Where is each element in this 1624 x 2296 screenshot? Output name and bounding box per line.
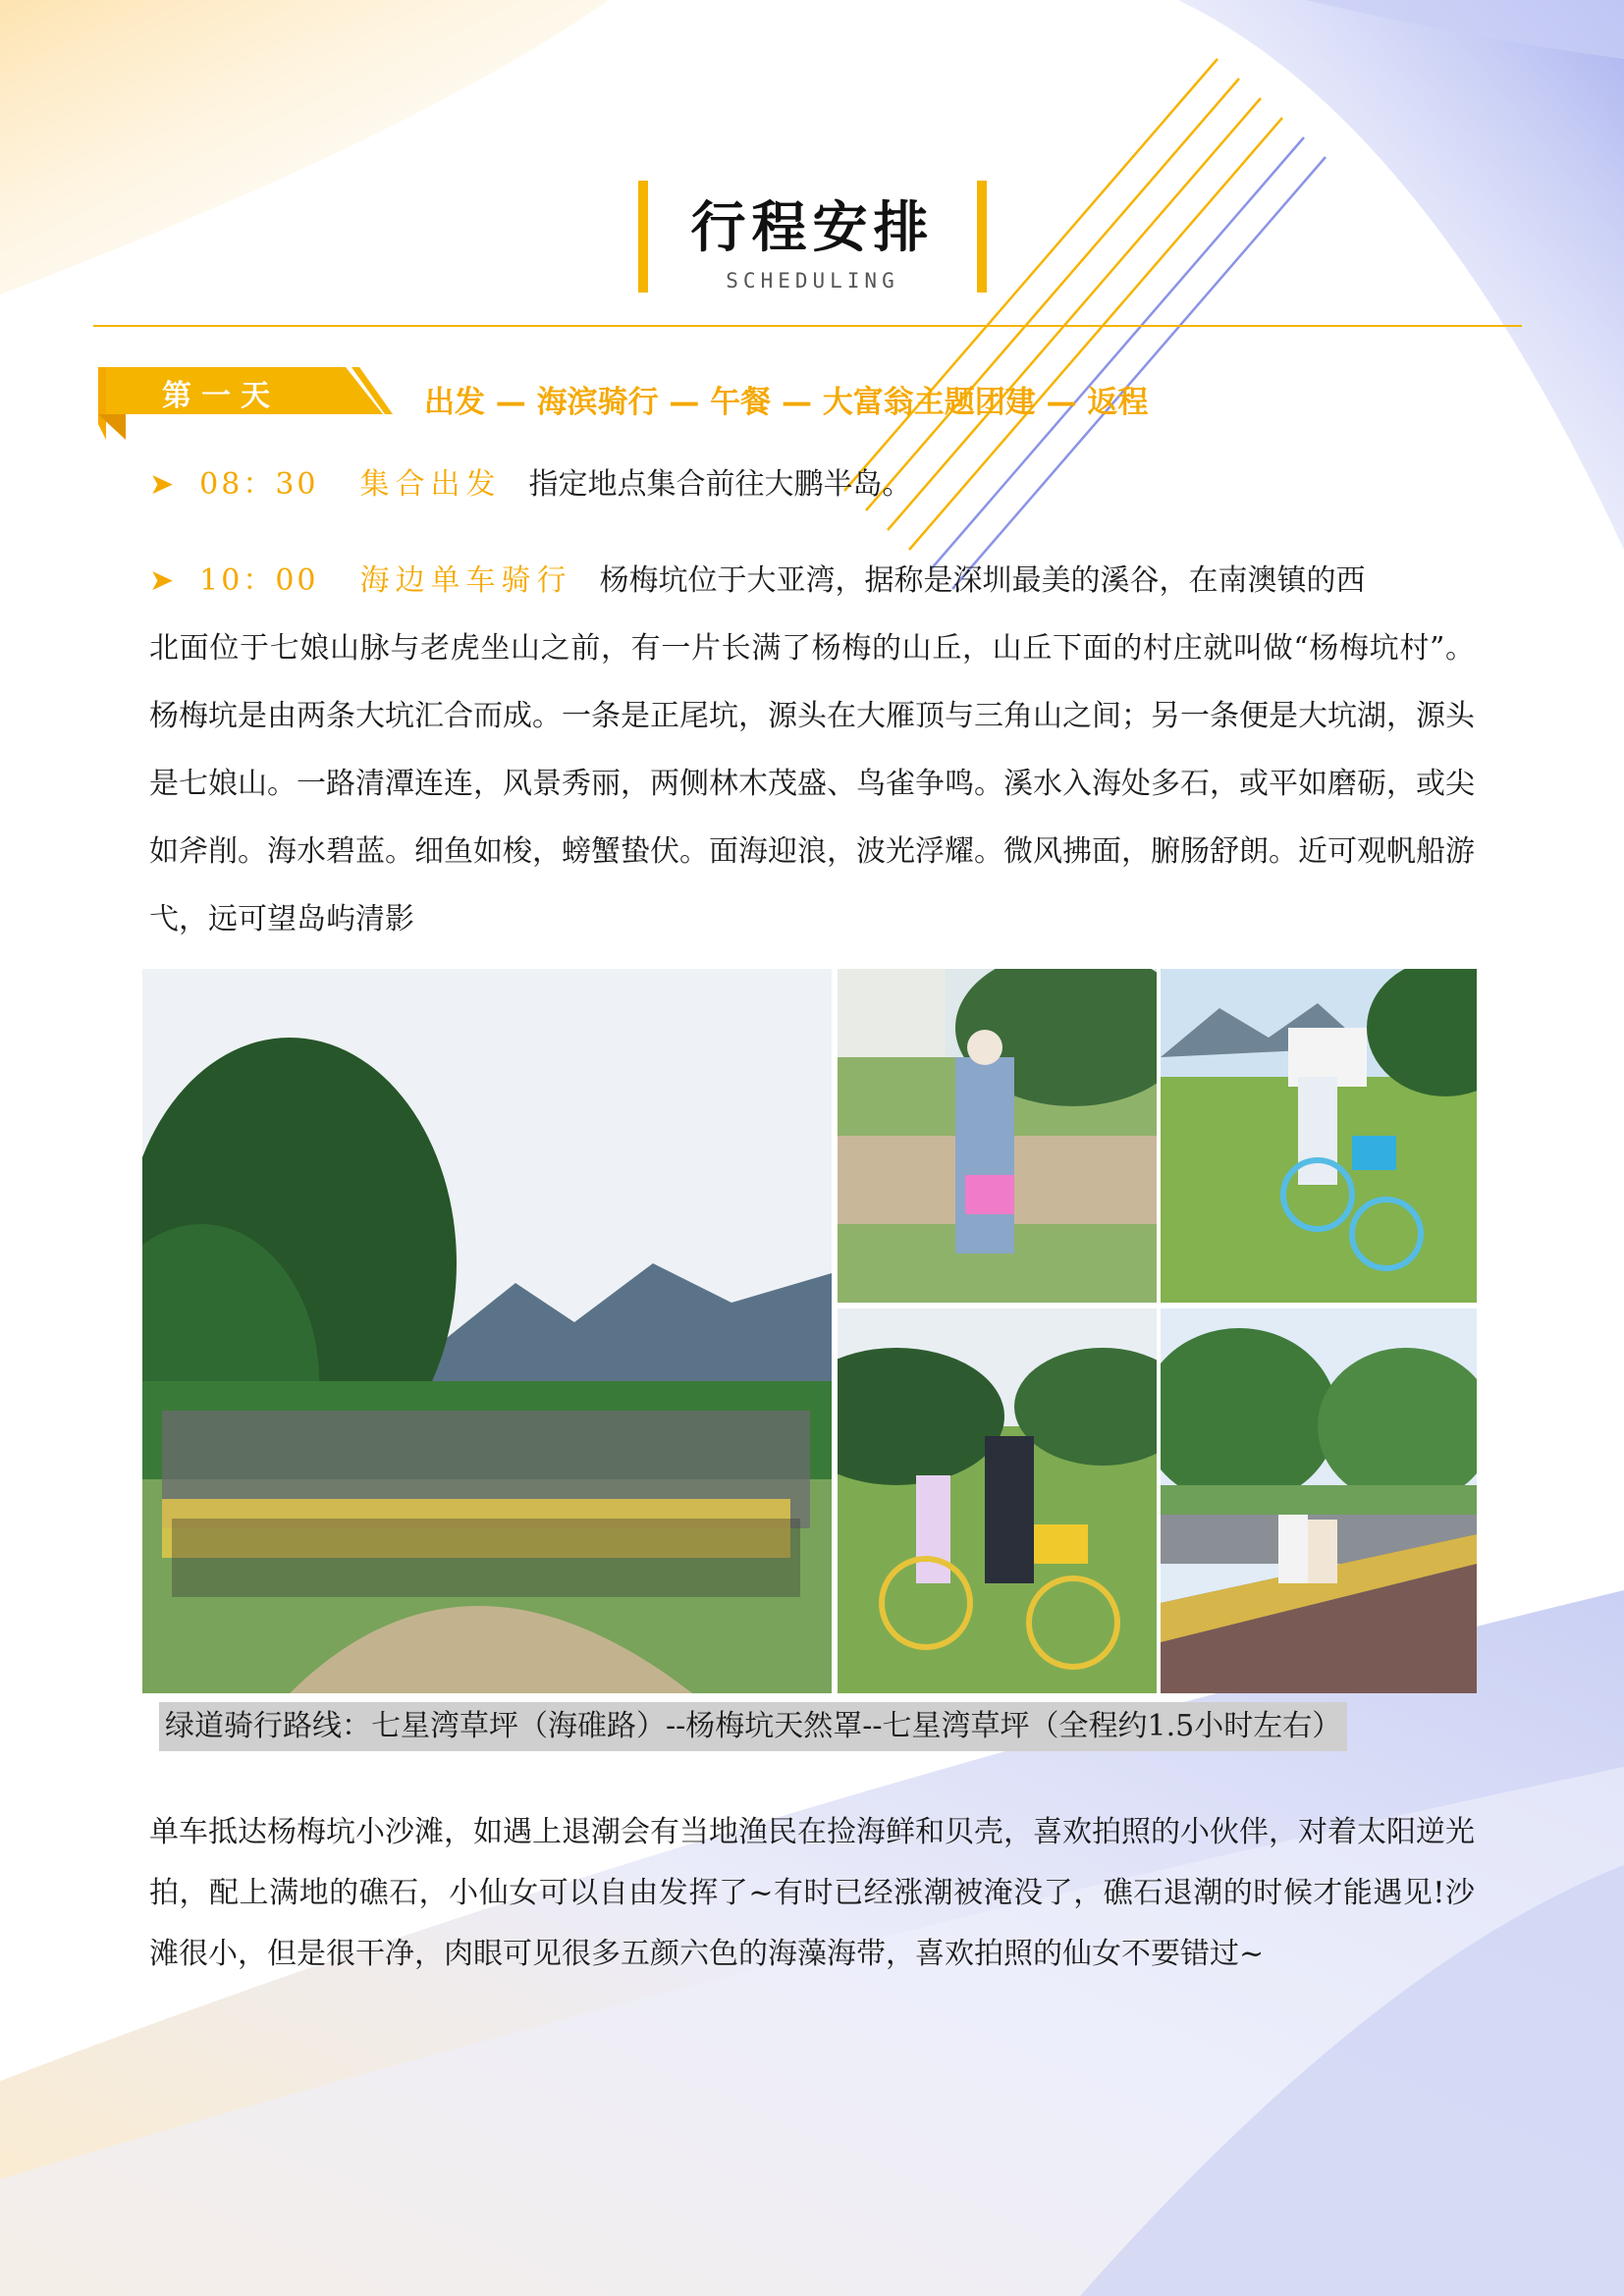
page-subtitle: SCHEDULING xyxy=(726,269,899,293)
route-caption: 绿道骑行路线：七星湾草坪（海碓路）--杨梅坑天然罩--七星湾草坪（全程约1.5小时左右） xyxy=(159,1702,1347,1751)
entry-label: 集合出发 xyxy=(359,467,502,502)
photo-group-cycling xyxy=(142,969,832,1693)
schedule-entry-1 xyxy=(149,459,912,503)
photo-tandem-greenway xyxy=(1161,1308,1477,1693)
entry-time: 10：00 xyxy=(199,563,319,598)
page-title: 行程安排 xyxy=(690,196,935,260)
day-label: 第一天 xyxy=(162,379,280,413)
day-route: 出发 — 海滨骑行 — 午餐 — 大富翁主题团建 — 返程 xyxy=(424,385,1149,420)
arrow-icon: ➤ xyxy=(149,563,175,598)
arrow-icon: ➤ xyxy=(149,467,175,502)
header-divider xyxy=(93,325,1522,327)
schedule-entry-2 xyxy=(149,556,1366,599)
entry-time: 08：30 xyxy=(199,467,319,502)
entry-2-paragraph: 北面位于七娘山脉与老虎坐山之前，有一片长满了杨梅的山丘，山丘下面的村庄就叫做“杨梅坑村”。杨梅坑是由两条大坑汇合而成。一条是正尾坑，源头在大雁顶与三角山之间；另一条便是大坑湖，源头是七娘山。一路清潭连连，风景秀丽，两侧林木茂盛、鸟雀争鸣。溪水入海处多石，或平如磨砺，或尖如斧削。海水碧蓝。细鱼如梭，螃蟹蛰伏。面海迎浪，波光浮耀。微风拂面，腑肠舒朗。近可观帆船游弋，远可望岛屿清影 xyxy=(149,631,1475,936)
entry-description: 杨梅坑位于大亚湾，据称是深圳最美的溪谷，在南澳镇的西 xyxy=(599,563,1366,598)
photo-man-blue-bike xyxy=(1161,969,1477,1303)
beach-paragraph: 单车抵达杨梅坑小沙滩，如遇上退潮会有当地渔民在捡海鲜和贝壳，喜欢拍照的小伙伴，对着太阳逆光拍，配上满地的礁石，小仙女可以自由发挥了~有时已经涨潮被淹没了，礁石退潮的时候才能遇见!沙滩很小，但是很干净，肉眼可见很多五颜六色的海藻海带，喜欢拍照的仙女不要错过~ xyxy=(149,1815,1475,1971)
entry-label: 海边单车骑行 xyxy=(359,563,572,598)
photo-father-child-bike xyxy=(838,1308,1157,1693)
entry-description: 指定地点集合前往大鹏半岛。 xyxy=(528,467,912,502)
section-header xyxy=(638,179,987,294)
photo-woman-pink-bike xyxy=(838,969,1157,1303)
